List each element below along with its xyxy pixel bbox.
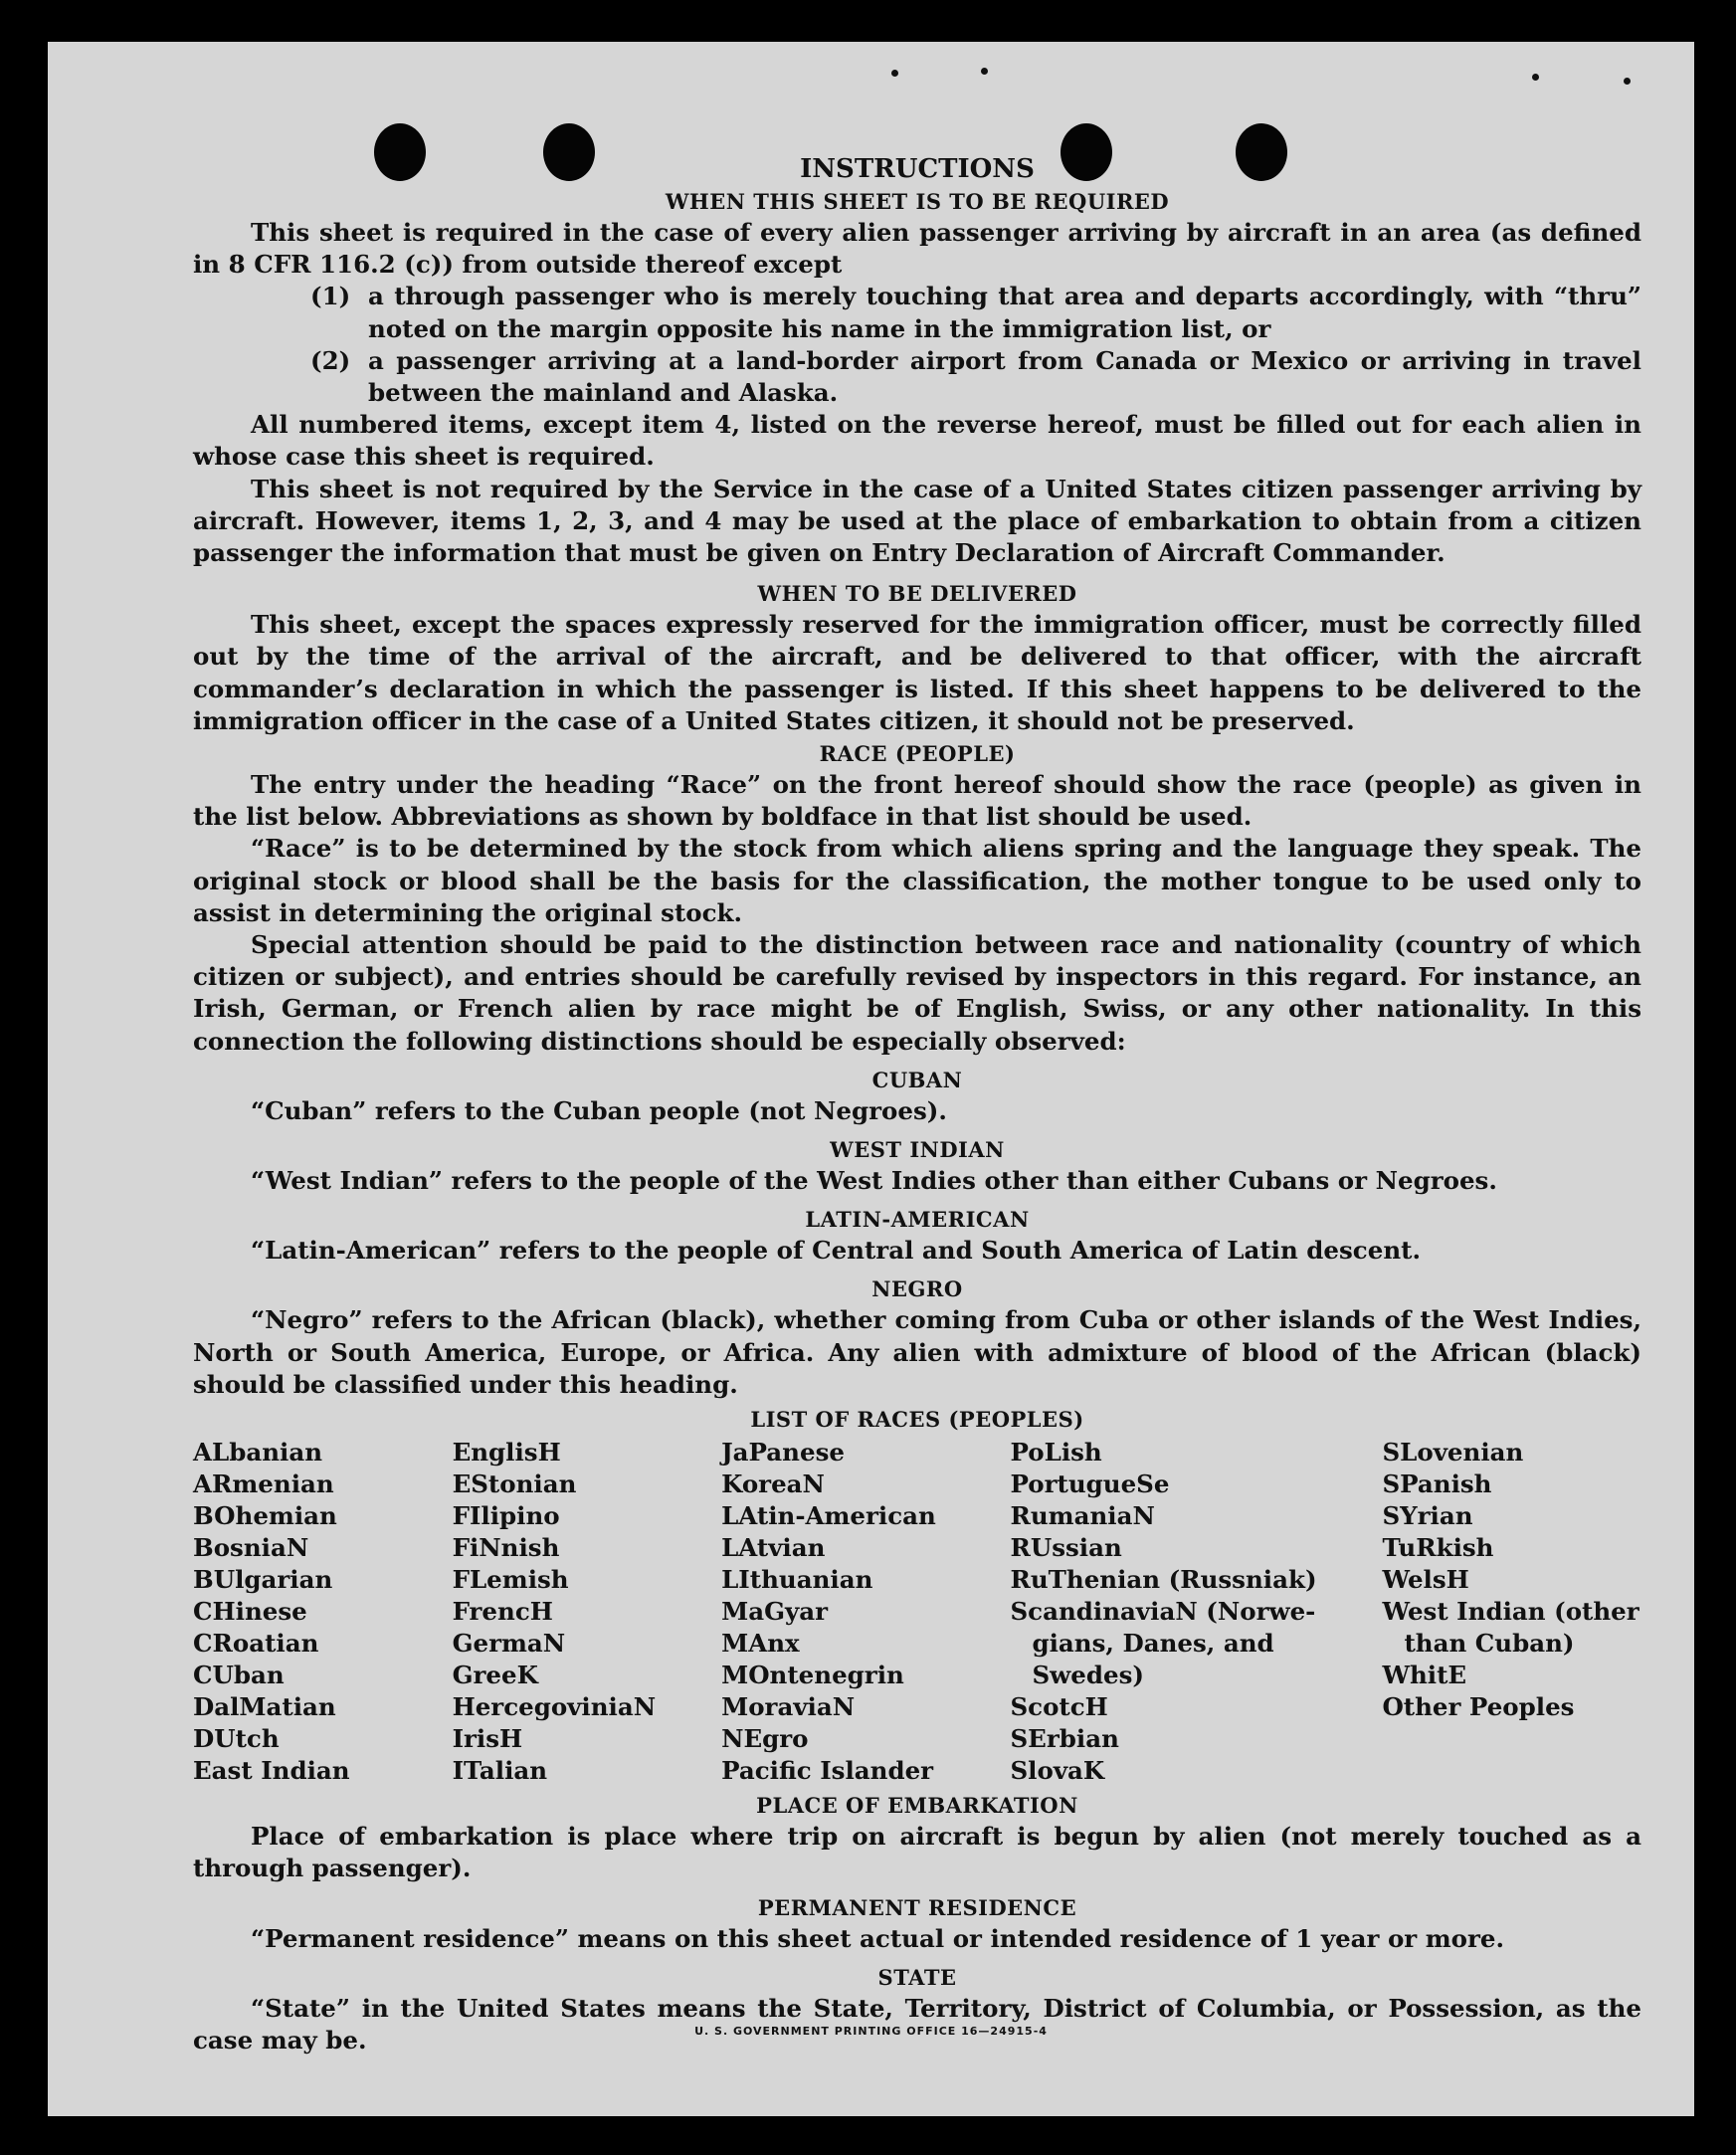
race-entry: MaGyar [721, 1597, 829, 1627]
numbered-item [193, 281, 1641, 344]
race-entry: CRoatian [193, 1629, 319, 1659]
section-heading: PERMANENT RESIDENCE [757, 1894, 1077, 1920]
race-entry: ARmenian [193, 1469, 334, 1499]
race-entry: FiNnish [452, 1533, 560, 1563]
race-entry: PortugueSe [1010, 1469, 1170, 1499]
page-title: INSTRUCTIONS [800, 154, 1035, 184]
speck [1532, 74, 1539, 81]
race-entry: RUssian [1010, 1533, 1122, 1563]
race-entry: GermaN [452, 1629, 566, 1659]
paragraph: “State” in the United States means the State, Territory, District of Columbia, or Possession, as the case may be. [193, 1993, 1641, 2055]
definition: “Cuban” refers to the Cuban people (not Negroes). [251, 1095, 947, 1125]
race-entry: Other Peoples [1382, 1692, 1575, 1722]
race-entry: RumaniaN [1010, 1501, 1155, 1531]
item-number: (2) [310, 345, 351, 375]
race-entry: FrencH [452, 1597, 553, 1627]
section-heading: PLACE OF EMBARKATION [756, 1793, 1078, 1819]
races-column [453, 1437, 722, 1787]
paragraph: “Permanent residence” means on this sheet actual or intended residence of 1 year or more. [251, 1923, 1505, 1953]
race-entry: EStonian [452, 1469, 577, 1499]
race-entry: SPanish [1382, 1469, 1492, 1499]
section-heading: RACE (PEOPLE) [819, 741, 1016, 767]
race-entry: MAnx [721, 1629, 800, 1659]
race-entry: NEgro [721, 1724, 809, 1754]
race-entry: ScotcH [1010, 1692, 1108, 1722]
race-entry: RuThenian (Russniak) [1010, 1565, 1317, 1595]
item-text: a through passenger who is merely touching that area and departs accordingly, with “thru” noted on the margin opposite his name in the immigration list, or [368, 282, 1641, 343]
race-entry: CUban [193, 1661, 285, 1690]
section-heading: STATE [877, 1964, 957, 1990]
race-entry: EnglisH [452, 1438, 561, 1468]
paragraph: Place of embarkation is place where trip on aircraft is begun by alien (not merely touched as a through passenger). [193, 1822, 1641, 1883]
paragraph: “Negro” refers to the African (black), whether coming from Cuba or other islands of the West Indies, North or South America, Europe, or Africa. Any alien with admixture of blood of the African (black) should be classified under this heading. [193, 1305, 1641, 1399]
paragraph: “Race” is to be determined by the stock from which aliens spring and the language they speak. The original stock or blood shall be the basis for the classification, the mother tongue to be used only to assist in determining the original stock. [193, 834, 1641, 927]
race-entry: East Indian [193, 1756, 350, 1786]
section-heading: WHEN THIS SHEET IS TO BE REQUIRED [665, 189, 1170, 214]
paragraph: This sheet, except the spaces expressly reserved for the immigration officer, must be correctly filled out by the time of the arrival of the aircraft, and be delivered to that officer, with the aircraft commander’s declaration in which the passenger is listed. If this sheet happens to be delivered to the immigration officer in the case of a United States citizen, it should not be preserved. [193, 610, 1641, 735]
race-entry: PoLish [1010, 1438, 1102, 1468]
item-number: (1) [310, 282, 351, 311]
race-entry: West Indian (other [1382, 1597, 1640, 1627]
races-list [193, 1437, 1641, 1787]
instructions-body [193, 153, 1641, 2057]
paragraph: This sheet is required in the case of every alien passenger arriving by aircraft in an area (as defined in 8 CFR 116.2 (c)) from outside thereof except [193, 218, 1641, 280]
race-entry: SlovaK [1010, 1756, 1105, 1786]
printer-imprint: U. S. GOVERNMENT PRINTING OFFICE 16—24915-4 [694, 2025, 1048, 2038]
race-entry: JaPanese [721, 1438, 845, 1468]
race-entry: BUlgarian [193, 1565, 333, 1595]
race-entry: SYrian [1382, 1501, 1473, 1531]
speck [891, 70, 898, 77]
race-entry: IrisH [452, 1724, 523, 1754]
race-entry: FIlipino [452, 1501, 560, 1531]
race-entry: DalMatian [193, 1692, 336, 1722]
race-entry: BosniaN [193, 1533, 309, 1563]
race-entry: than Cuban) [1404, 1629, 1575, 1659]
section-heading: NEGRO [871, 1276, 963, 1302]
race-entry: LAtin-American [721, 1501, 936, 1531]
race-entry: FLemish [452, 1565, 569, 1595]
speck [1624, 78, 1631, 85]
race-entry: MoraviaN [721, 1692, 856, 1722]
race-entry: Swedes) [1032, 1661, 1144, 1690]
race-entry: ITalian [452, 1756, 548, 1786]
race-entry: LIthuanian [721, 1565, 873, 1595]
race-entry: DUtch [193, 1724, 280, 1754]
race-entry: WhitE [1382, 1661, 1467, 1690]
item-text: a passenger arriving at a land-border airport from Canada or Mexico or arriving in travel between the mainland and Alaska. [368, 345, 1641, 408]
races-column [193, 1437, 453, 1787]
paragraph: Special attention should be paid to the distinction between race and nationality (country of which citizen or subject), and entries should be carefully revised by inspectors in this regard. For instance, an Irish, German, or French alien by race might be of English, Swiss, or any other nationality. In this connection the following distinctions should be especially observed: [193, 930, 1641, 1056]
race-entry: TuRkish [1382, 1533, 1494, 1563]
speck [981, 68, 988, 75]
race-entry: GreeK [452, 1661, 538, 1690]
race-entry: ScandinaviaN (Norwe- [1010, 1597, 1316, 1627]
race-entry: Pacific Islander [721, 1756, 934, 1786]
race-entry: BOhemian [193, 1501, 337, 1531]
race-entry: KoreaN [721, 1469, 825, 1499]
section-heading: CUBAN [871, 1067, 963, 1092]
numbered-item [193, 345, 1641, 409]
section-heading: LIST OF RACES (PEOPLES) [750, 1407, 1084, 1433]
race-entry: CHinese [193, 1597, 307, 1627]
paragraph: The entry under the heading “Race” on the front hereof should show the race (people) as given in the list below. Abbreviations as shown by boldface in that list should be used. [193, 770, 1641, 832]
section-heading: WHEN TO BE DELIVERED [757, 581, 1077, 607]
races-column [1382, 1437, 1641, 1787]
definition: “West Indian” refers to the people of the West Indies other than either Cubans or Negroes. [251, 1166, 1497, 1196]
section-heading: WEST INDIAN [830, 1137, 1005, 1163]
race-entry: MOntenegrin [721, 1661, 904, 1690]
paragraph: This sheet is not required by the Service in the case of a United States citizen passenger arriving by aircraft. However, items 1, 2, 3, and 4 may be used at the place of embarkation to obtain from a citizen passenger the information that must be given on Entry Declaration of Aircraft Commander. [193, 474, 1641, 568]
race-entry: HercegoviniaN [452, 1692, 657, 1722]
paragraph: All numbered items, except item 4, listed on the reverse hereof, must be filled out for each alien in whose case this sheet is required. [193, 410, 1641, 472]
section-heading: LATIN-AMERICAN [805, 1207, 1030, 1233]
race-entry: ALbanian [193, 1438, 323, 1468]
race-entry: SLovenian [1382, 1438, 1524, 1468]
races-column [721, 1437, 1010, 1787]
document-page [48, 42, 1694, 2116]
definition: “Latin-American” refers to the people of Central and South America of Latin descent. [251, 1236, 1421, 1266]
race-entry: SErbian [1010, 1724, 1119, 1754]
race-entry: WelsH [1382, 1565, 1469, 1595]
races-column [1010, 1437, 1382, 1787]
race-entry: LAtvian [721, 1533, 826, 1563]
race-entry: gians, Danes, and [1032, 1629, 1274, 1659]
